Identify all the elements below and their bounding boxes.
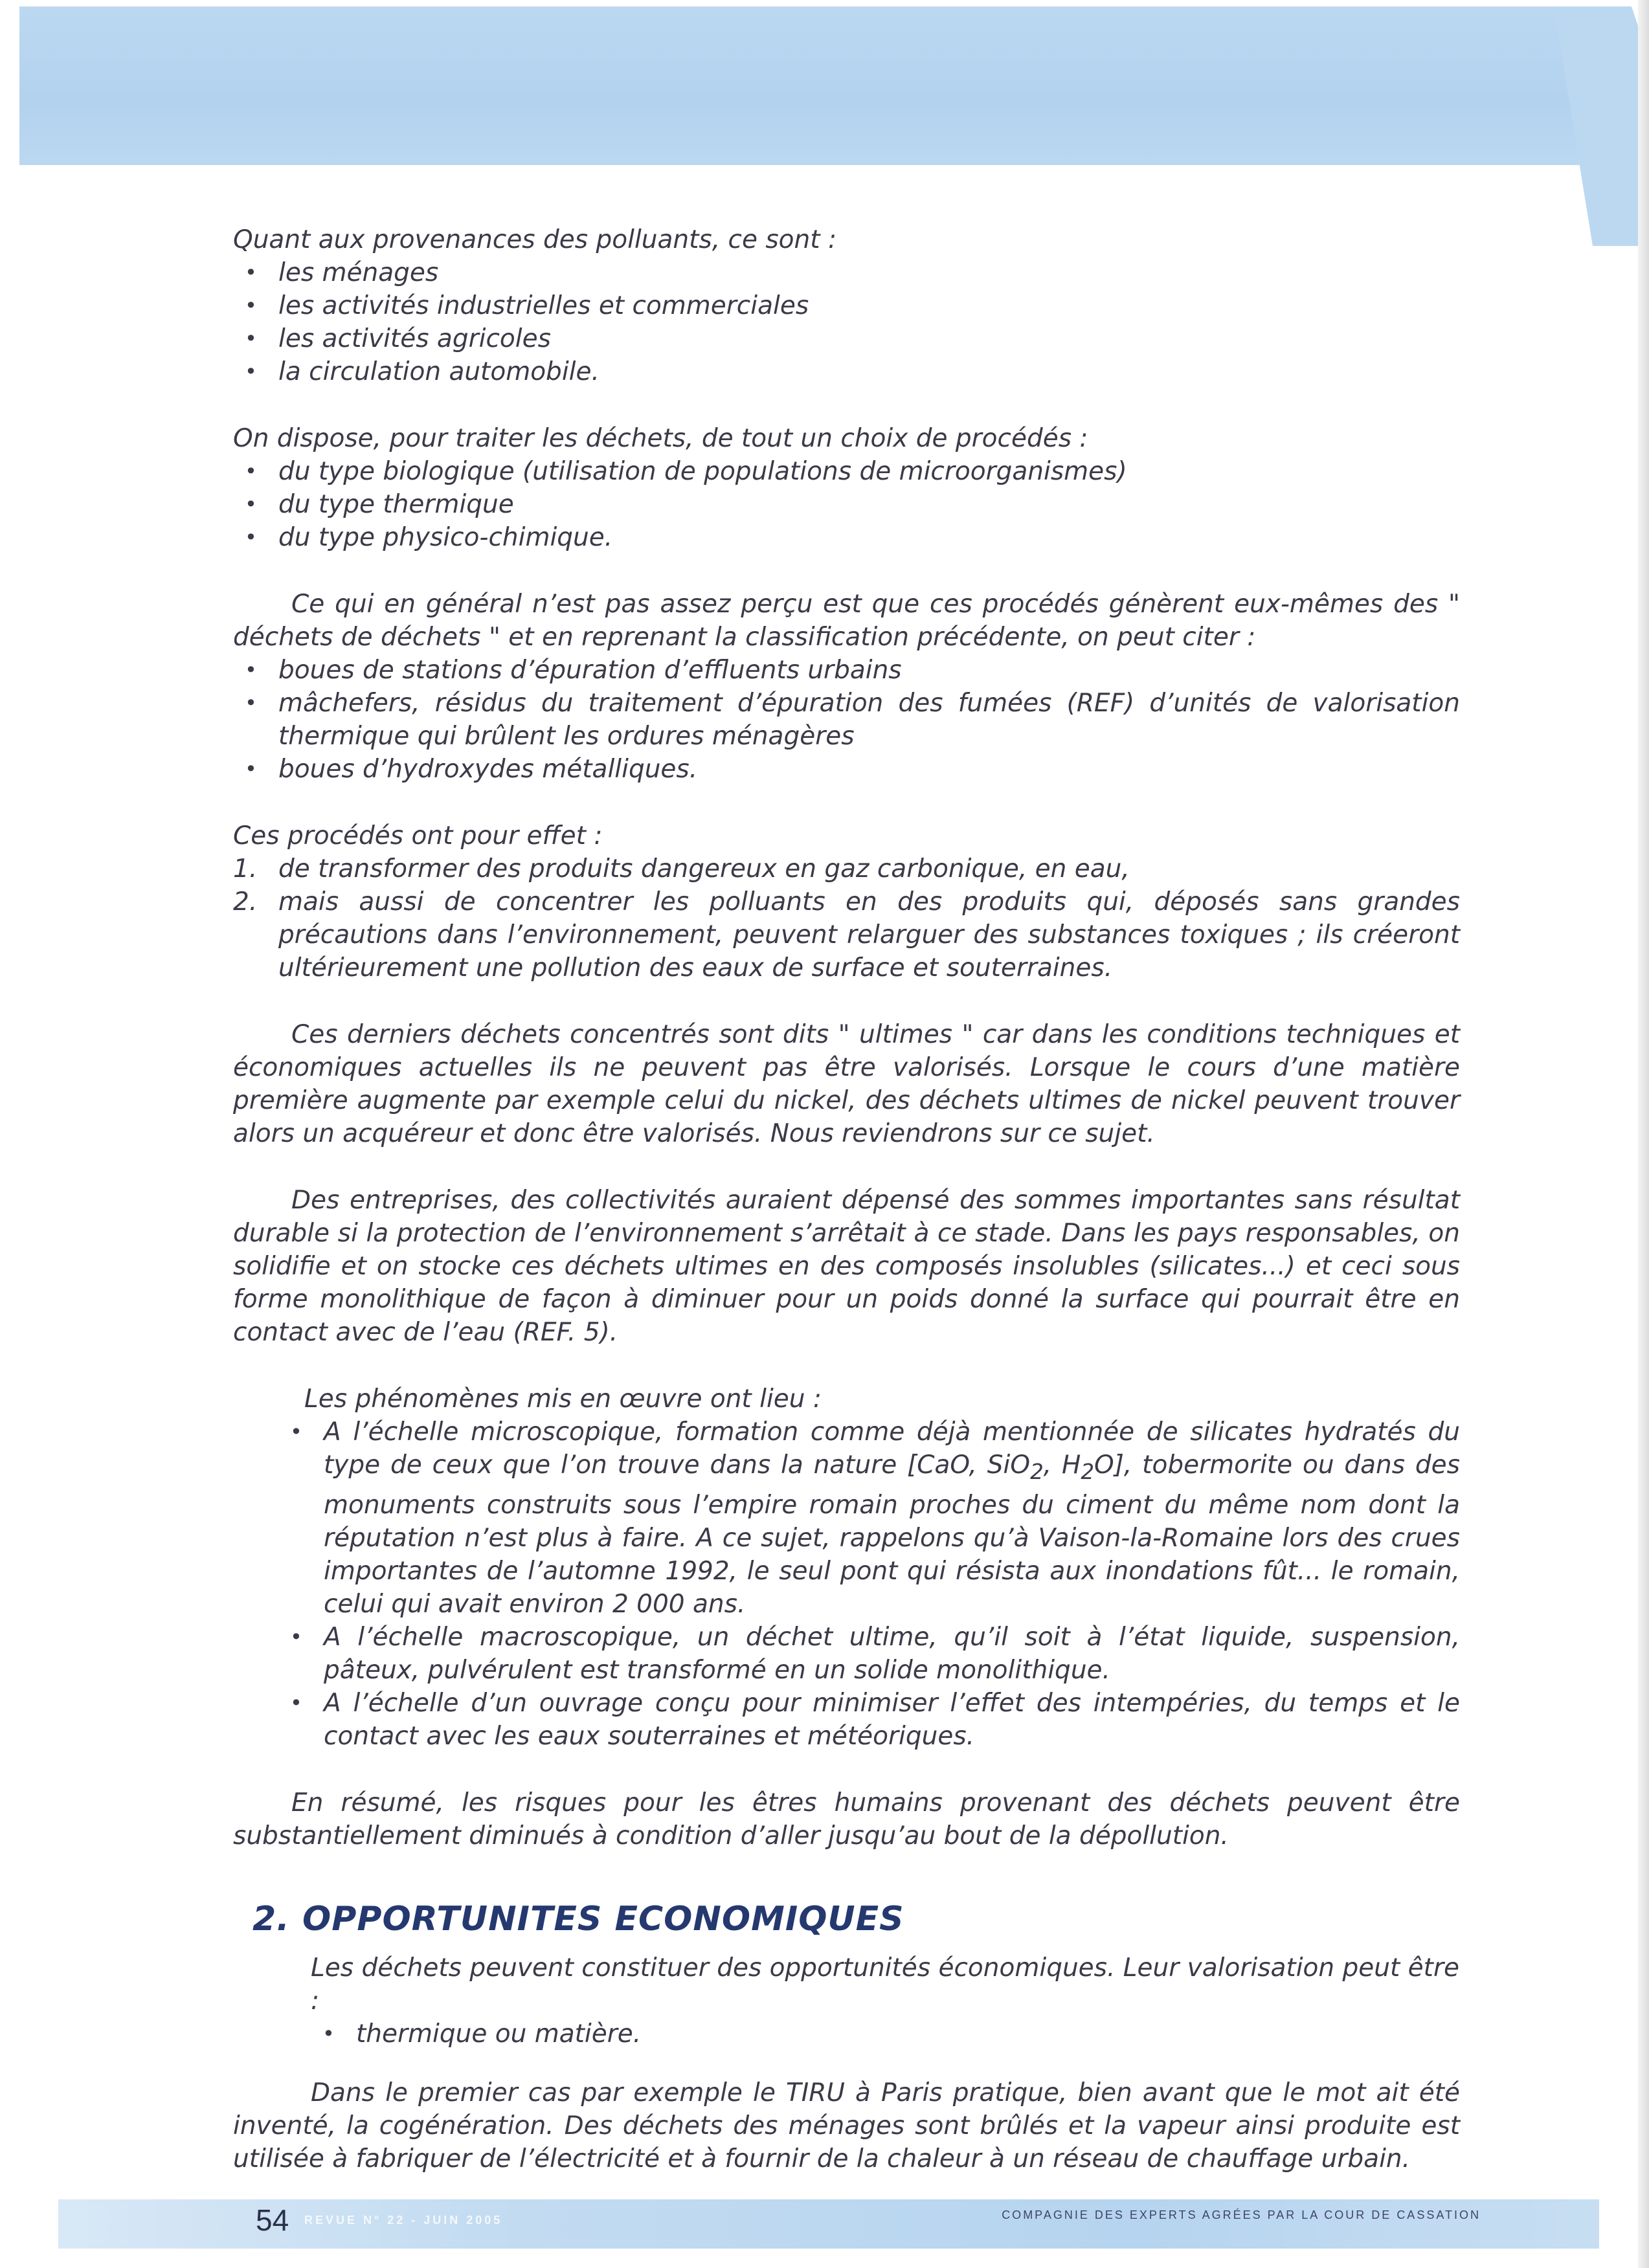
- ultimate-waste-paragraph: Ces derniers déchets concentrés sont dits " ultimes " car dans les conditions techniques et économiques actuelles ils ne peuvent pas être valorisés. Lorsque le cours d’une matière première augmente par exemple celui du nickel, des déchets ultimes de nickel peuvent trouver alors un acquéreur et donc être valorisés. Nous reviendrons sur ce sujet.: [233, 1020, 1460, 1148]
- list-item: • A l’échelle d’un ouvrage conçu pour minimiser l’effet des intempéries, du temps et le contact avec les eaux souterraines et météoriques.: [278, 1687, 1460, 1753]
- companies-paragraph: Des entreprises, des collectivités auraient dépensé des sommes importantes sans résultat durable si la protection de l’environnement s’arrêtait à ce stade. Dans les pays responsables, on solidifie et on stocke ces déchets ultimes en des composés insolubles (silicates...) et ceci sous forme monolithique de façon à diminuer pour un poids donné la surface qui pourrait être en contact avec de l’eau (REF. 5).: [233, 1186, 1460, 1347]
- waste-of-waste-list: [233, 654, 1460, 786]
- list-item: • mâchefers, résidus du traitement d’épuration des fumées (REF) d’unités de valorisation thermique qui brûlent les ordures ménagères: [233, 687, 1460, 753]
- treatment-lead: On dispose, pour traiter les déchets, de tout un choix de procédés :: [233, 424, 1088, 453]
- footer-color-band: [58, 2199, 1599, 2249]
- treatment-block: [233, 422, 1460, 554]
- opportunities-block: [233, 1951, 1460, 2051]
- tiru-paragraph: Dans le premier cas par exemple le TIRU à Paris pratique, bien avant que le mot ait été inventé, la cogénération. Des déchets des ménages sont brûlés et la vapeur ainsi produite est utilisée à fabriquer de l’électricité et à fournir de la chaleur à un réseau de chauffage urbain.: [233, 2078, 1460, 2174]
- list-item: • boues d’hydroxydes métalliques.: [233, 753, 1460, 786]
- bullet-icon: •: [322, 2021, 335, 2046]
- bullet-icon: •: [245, 293, 257, 318]
- list-item: • du type biologique (utilisation de populations de microorganismes): [233, 455, 1460, 488]
- article-body: [233, 223, 1460, 2209]
- bullet-icon: •: [245, 525, 257, 550]
- page-edge-shadow: [1638, 0, 1649, 2268]
- pollutant-sources-list: [233, 256, 1460, 388]
- bullet-icon: •: [290, 1690, 302, 1715]
- opportunities-list: [311, 2018, 1460, 2051]
- phenomena-list: [278, 1416, 1460, 1753]
- list-item: • A l’échelle macroscopique, un déchet ultime, qu’il soit à l’état liquide, suspension, pâteux, pulvérulent est transformé en un solide monolithique.: [278, 1621, 1460, 1687]
- list-item: • A l’échelle microscopique, formation comme déjà mentionnée de silicates hydratés du type de ceux que l’on trouve dans la nature [CaO, SiO$_2$, $H_2O$], tobermorite ou dans des monuments construits sous l’empire romain proches du ciment du même nom dont la réputation n’est plus à faire. A ce sujet, rappelons qu’à Vaison-la-Romaine lors des crues importantes de l’automne 1992, le seul pont qui résista aux inondations fût... le romain, celui qui avait environ 2 000 ans.: [278, 1416, 1460, 1621]
- summary-paragraph: En résumé, les risques pour les êtres humains provenant des déchets peuvent être substantiellement diminués à condition d’aller jusqu’au bout de la dépollution.: [233, 1788, 1460, 1851]
- list-item: 1. de transformer des produits dangereux en gaz carbonique, en eau,: [233, 854, 1130, 884]
- bullet-icon: •: [245, 691, 257, 715]
- issue-label: REVUE N° 22 - JUIN 2005: [304, 2214, 503, 2227]
- bullet-icon: •: [290, 1624, 302, 1649]
- opportunities-lead: Les déchets peuvent constituer des opportunités économiques. Leur valorisation peut être :: [311, 1953, 1459, 2016]
- list-item: • du type physico-chimique.: [233, 521, 1460, 554]
- bullet-icon: •: [245, 492, 257, 517]
- waste-of-waste-block: [233, 588, 1460, 786]
- bullet-icon: •: [245, 260, 257, 285]
- bullet-icon: •: [245, 359, 257, 384]
- header-color-band: [19, 6, 1606, 165]
- waste-of-waste-lead: Ce qui en général n’est pas assez perçu est que ces procédés génèrent eux-mêmes des " déchets de déchets " et en reprenant la classification précédente, on peut citer :: [233, 590, 1460, 652]
- section-heading: 2. OPPORTUNITES ECONOMIQUES: [252, 1899, 904, 1939]
- list-item: • boues de stations d’épuration d’effluents urbains: [233, 654, 1460, 687]
- effects-lead: Ces procédés ont pour effet :: [233, 821, 603, 850]
- list-item: • la circulation automobile.: [233, 355, 1460, 388]
- publisher-label: COMPAGNIE DES EXPERTS AGRÉES PAR LA COUR DE CASSATION: [1002, 2208, 1481, 2221]
- effects-block: [233, 819, 1460, 984]
- bullet-icon: •: [245, 459, 257, 484]
- page-number: 54: [256, 2203, 289, 2237]
- list-item: • du type thermique: [233, 488, 1460, 521]
- bullet-icon: •: [245, 326, 257, 351]
- list-item: • les activités industrielles et commerciales: [233, 289, 1460, 322]
- effects-list: [233, 852, 1460, 984]
- treatment-list: [233, 455, 1460, 554]
- list-item: 2. mais aussi de concentrer les polluants en des produits qui, déposés sans grandes précautions dans l’environnement, peuvent relarguer des substances toxiques ; ils créeront ultérieurement une pollution des eaux de surface et souterraines.: [233, 887, 1460, 983]
- phenomena-block: [233, 1383, 1460, 1753]
- bullet-icon: •: [290, 1419, 302, 1444]
- list-item: • les ménages: [233, 256, 1460, 289]
- phenomena-lead: Les phénomènes mis en œuvre ont lieu :: [304, 1384, 822, 1414]
- pollutant-sources-block: [233, 223, 1460, 388]
- pollutant-sources-lead: Quant aux provenances des polluants, ce sont :: [233, 225, 837, 254]
- bullet-icon: •: [245, 658, 257, 682]
- page-corner-fold: [1554, 0, 1649, 246]
- list-item: • thermique ou matière.: [311, 2018, 1460, 2051]
- bullet-icon: •: [245, 757, 257, 781]
- list-item: • les activités agricoles: [233, 322, 1460, 355]
